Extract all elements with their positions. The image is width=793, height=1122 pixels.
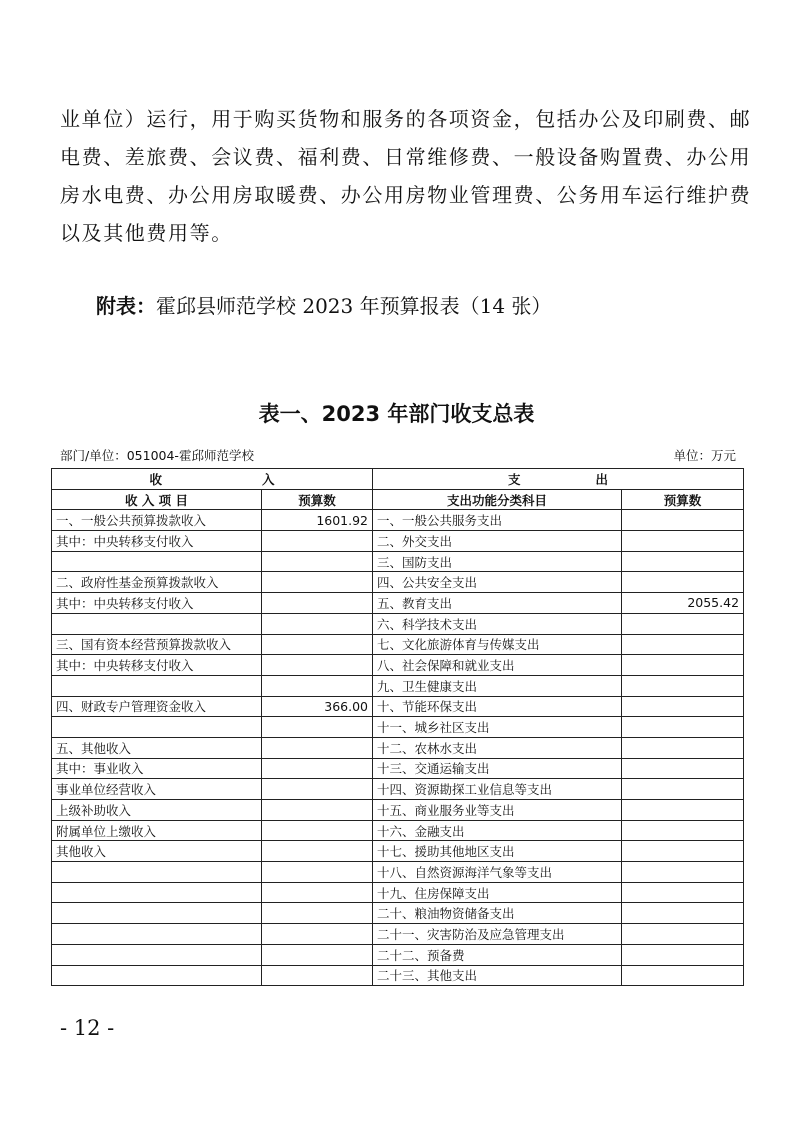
table-row	[52, 882, 744, 903]
paragraph-line: 业单位）运行，用于购买货物和服务的各项资金，包括办公及印刷费、邮	[60, 107, 752, 131]
expense-item: 二十一、灾害防治及应急管理支出	[373, 924, 622, 945]
expense-value	[622, 882, 744, 903]
income-value	[262, 903, 373, 924]
expense-value	[622, 965, 744, 986]
income-value	[262, 551, 373, 572]
table-row	[52, 531, 744, 552]
income-item-header: 收 入 项 目	[52, 489, 262, 510]
expense-value	[622, 572, 744, 593]
table-header-row	[52, 469, 744, 490]
appendix-label: 附表：	[96, 294, 156, 318]
expense-item-header: 支出功能分类科目	[373, 489, 622, 510]
expense-value	[622, 531, 744, 552]
table-row	[52, 510, 744, 531]
expense-item: 十四、资源勘探工业信息等支出	[373, 779, 622, 800]
table-row	[52, 820, 744, 841]
expense-item: 十一、城乡社区支出	[373, 717, 622, 738]
income-item: 附属单位上缴收入	[52, 820, 262, 841]
income-value	[262, 634, 373, 655]
expense-value	[622, 841, 744, 862]
table-row	[52, 696, 744, 717]
table-row	[52, 551, 744, 572]
table-row	[52, 841, 744, 862]
expense-item: 七、文化旅游体育与传媒支出	[373, 634, 622, 655]
expense-item: 十九、住房保障支出	[373, 882, 622, 903]
income-value	[262, 593, 373, 614]
appendix-text: 霍邱县师范学校 2023 年预算报表（14 张）	[156, 294, 552, 318]
table-row	[52, 965, 744, 986]
page-number: - 12 -	[60, 1016, 115, 1040]
body-paragraph	[60, 100, 752, 252]
income-value	[262, 800, 373, 821]
table-row	[52, 737, 744, 758]
income-value	[262, 841, 373, 862]
expense-item: 十六、金融支出	[373, 820, 622, 841]
income-value	[262, 820, 373, 841]
expense-item: 二十、粮油物资储备支出	[373, 903, 622, 924]
expense-value	[622, 779, 744, 800]
income-budget-header: 预算数	[262, 489, 373, 510]
income-item: 上级补助收入	[52, 800, 262, 821]
expense-header: 支 出	[373, 469, 744, 490]
income-value	[262, 924, 373, 945]
paragraph-line: 以及其他费用等。	[60, 221, 233, 245]
income-item	[52, 965, 262, 986]
table-row	[52, 572, 744, 593]
income-value	[262, 531, 373, 552]
expense-value: 2055.42	[622, 593, 744, 614]
money-unit: 单位：万元	[673, 448, 736, 463]
income-value	[262, 613, 373, 634]
income-item: 三、国有资本经营预算拨款收入	[52, 634, 262, 655]
income-item: 其中：中央转移支付收入	[52, 593, 262, 614]
expense-item: 十三、交通运输支出	[373, 758, 622, 779]
income-item	[52, 717, 262, 738]
expense-item: 十八、自然资源海洋气象等支出	[373, 862, 622, 883]
income-item	[52, 882, 262, 903]
income-item	[52, 944, 262, 965]
expense-value	[622, 696, 744, 717]
expense-value	[622, 862, 744, 883]
table-row	[52, 779, 744, 800]
expense-value	[622, 634, 744, 655]
expense-item: 十五、商业服务业等支出	[373, 800, 622, 821]
expense-item: 六、科学技术支出	[373, 613, 622, 634]
income-value	[262, 758, 373, 779]
table-title: 表一、2023 年部门收支总表	[258, 402, 535, 426]
table-row	[52, 758, 744, 779]
table-row	[52, 634, 744, 655]
expense-value	[622, 758, 744, 779]
table-row	[52, 717, 744, 738]
expense-value	[622, 903, 744, 924]
income-value	[262, 572, 373, 593]
income-item: 一、一般公共预算拨款收入	[52, 510, 262, 531]
budget-summary-table	[51, 468, 744, 986]
income-value	[262, 655, 373, 676]
income-value	[262, 717, 373, 738]
expense-item: 九、卫生健康支出	[373, 675, 622, 696]
expense-budget-header: 预算数	[622, 489, 744, 510]
income-value: 366.00	[262, 696, 373, 717]
expense-item: 一、一般公共服务支出	[373, 510, 622, 531]
income-item: 其中：中央转移支付收入	[52, 655, 262, 676]
income-item: 其中：事业收入	[52, 758, 262, 779]
expense-value	[622, 800, 744, 821]
table-row	[52, 862, 744, 883]
income-item	[52, 862, 262, 883]
income-item: 五、其他收入	[52, 737, 262, 758]
income-value	[262, 779, 373, 800]
expense-item: 十、节能环保支出	[373, 696, 622, 717]
table-subheader-row	[52, 489, 744, 510]
income-item: 二、政府性基金预算拨款收入	[52, 572, 262, 593]
income-item	[52, 903, 262, 924]
department-unit: 部门/单位：051004-霍邱师范学校	[60, 448, 254, 463]
expense-item: 二十二、预备费	[373, 944, 622, 965]
expense-value	[622, 675, 744, 696]
income-item	[52, 675, 262, 696]
expense-item: 二十三、其他支出	[373, 965, 622, 986]
table-row	[52, 924, 744, 945]
income-item	[52, 924, 262, 945]
expense-item: 十七、援助其他地区支出	[373, 841, 622, 862]
expense-item: 五、教育支出	[373, 593, 622, 614]
income-value	[262, 675, 373, 696]
expense-item: 二、外交支出	[373, 531, 622, 552]
paragraph-line: 电费、差旅费、会议费、福利费、日常维修费、一般设备购置费、办公用	[60, 145, 752, 169]
income-value	[262, 882, 373, 903]
table-row	[52, 675, 744, 696]
income-item: 事业单位经营收入	[52, 779, 262, 800]
income-item: 其他收入	[52, 841, 262, 862]
expense-value	[622, 613, 744, 634]
expense-item: 四、公共安全支出	[373, 572, 622, 593]
income-value	[262, 862, 373, 883]
income-header: 收 入	[52, 469, 373, 490]
income-value: 1601.92	[262, 510, 373, 531]
expense-value	[622, 655, 744, 676]
expense-value	[622, 737, 744, 758]
expense-item: 三、国防支出	[373, 551, 622, 572]
table-row	[52, 655, 744, 676]
table-row	[52, 903, 744, 924]
paragraph-line: 房水电费、办公用房取暖费、办公用房物业管理费、公务用车运行维护费	[60, 183, 752, 207]
table-row	[52, 613, 744, 634]
expense-value	[622, 944, 744, 965]
expense-value	[622, 924, 744, 945]
income-item: 其中：中央转移支付收入	[52, 531, 262, 552]
income-item: 四、财政专户管理资金收入	[52, 696, 262, 717]
table-row	[52, 944, 744, 965]
expense-value	[622, 820, 744, 841]
income-value	[262, 737, 373, 758]
expense-value	[622, 717, 744, 738]
table-row	[52, 800, 744, 821]
income-item	[52, 613, 262, 634]
income-value	[262, 944, 373, 965]
appendix-note	[96, 288, 551, 324]
expense-value	[622, 510, 744, 531]
income-item	[52, 551, 262, 572]
table-row	[52, 593, 744, 614]
expense-item: 八、社会保障和就业支出	[373, 655, 622, 676]
expense-value	[622, 551, 744, 572]
expense-item: 十二、农林水支出	[373, 737, 622, 758]
income-value	[262, 965, 373, 986]
